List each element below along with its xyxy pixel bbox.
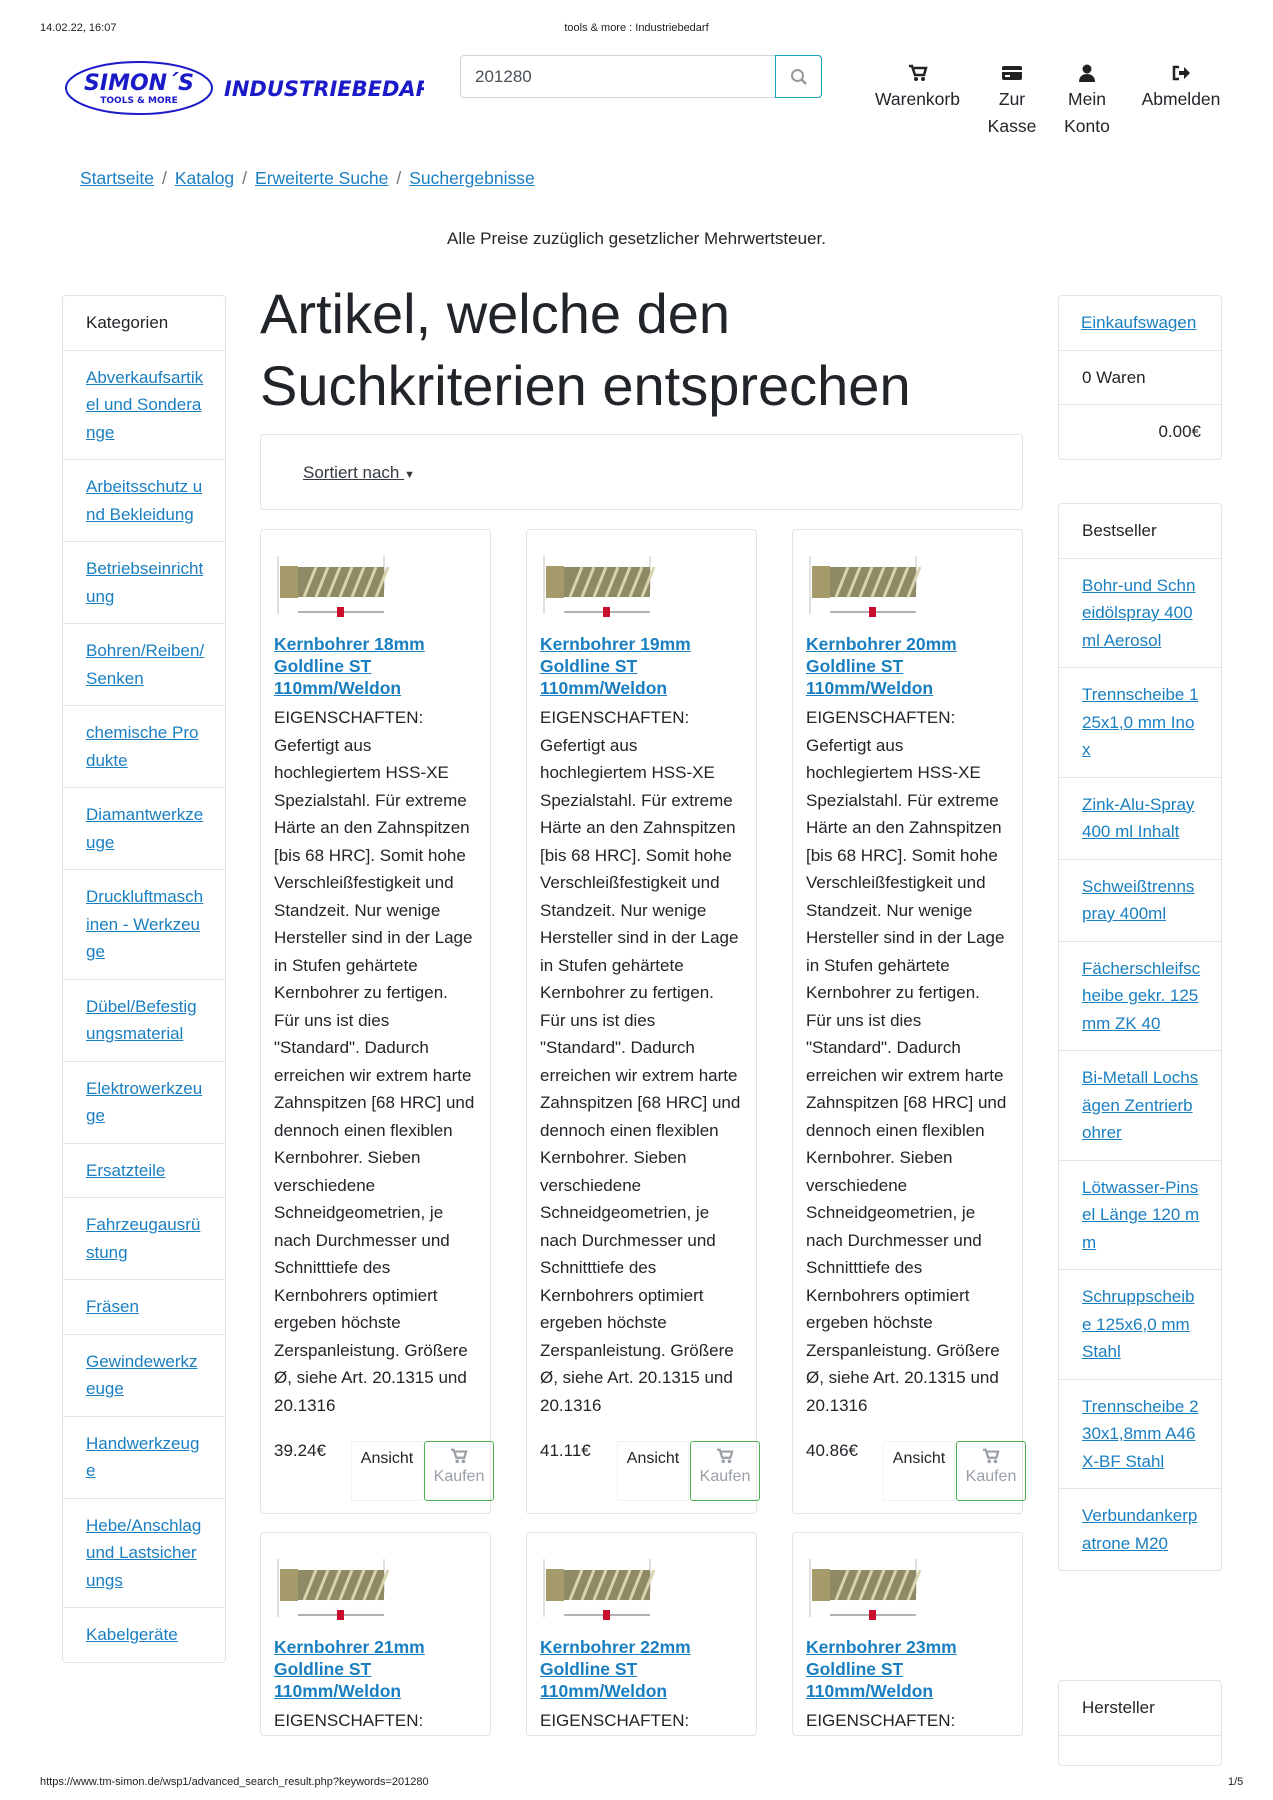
nav-cart[interactable]	[870, 64, 965, 113]
bestseller-item	[1059, 1488, 1221, 1570]
product-description: EIGENSCHAFTEN: Gefertigt aus hochlegiertem HSS-XE Spezialstahl. Für extreme Härte an den Zahnspitzen [bis 68 HRC]. Somit hohe Verschleißfestigkeit und Standzeit. Nur wenige Hersteller sind in der Lage in Stufen gehärtete Kernbohrer zu fertigen. Für uns ist dies "Standard". Dadurch erreichen wir extrem harte Zahnspitzen [68 HRC] und dennoch einen flexiblen Kernbohrer. Sieben verschiedene Schneidgeometrien, je nach Durchmesser und Schnitttiefe des Kernbohrers optimiert ergeben höchste Zerspanleistung. Größere Ø, siehe Art. 20.1315 und 20.1316	[806, 708, 1007, 1415]
product-image	[274, 554, 392, 620]
search-button[interactable]	[775, 55, 822, 98]
category-item	[63, 459, 225, 541]
nav-label: Warenkorb	[875, 89, 960, 109]
product-description-start: EIGENSCHAFTEN:	[806, 1711, 956, 1730]
buy-label: Kaufen	[965, 1468, 1017, 1485]
svg-text:SIMON´S: SIMON´S	[84, 71, 194, 96]
sort-dropdown[interactable]	[303, 463, 415, 483]
category-item	[63, 350, 225, 460]
category-item	[63, 1607, 225, 1662]
svg-text:TOOLS & MORE: TOOLS & MORE	[100, 96, 178, 106]
product-description-start: EIGENSCHAFTEN:	[540, 1711, 690, 1730]
cart-count: 0 Waren	[1059, 350, 1221, 405]
bestseller-link[interactable]: Fächerschleifscheibe gekr. 125mm ZK 40	[1082, 958, 1201, 1033]
breadcrumb-startseite[interactable]: Startseite	[80, 168, 154, 188]
category-link[interactable]: Kabelgeräte	[86, 1625, 178, 1644]
product-card	[792, 529, 1023, 1514]
nav-account[interactable]	[1057, 64, 1117, 140]
bestseller-link[interactable]: Bohr-und Schneidölspray 400 ml Aerosol	[1082, 575, 1196, 650]
category-link[interactable]: Betriebseinrichtung	[86, 559, 204, 606]
product-footer	[806, 1441, 1017, 1501]
nav-label: Abmelden	[1141, 89, 1221, 109]
sign-out-icon	[1171, 64, 1191, 82]
category-item	[63, 541, 225, 623]
category-link[interactable]: Hebe/Anschlag und Lastsicherungs	[86, 1515, 202, 1590]
category-item	[63, 1061, 225, 1143]
category-item	[63, 1279, 225, 1334]
print-page: 1/5	[1228, 1776, 1244, 1788]
bestseller-link[interactable]: Trennscheibe 230x1,8mm A46X-BF Stahl	[1082, 1396, 1199, 1471]
cart-icon	[982, 1448, 1000, 1464]
bestseller-title: Bestseller	[1082, 521, 1157, 540]
category-link[interactable]: Arbeitsschutz und Bekleidung	[86, 477, 203, 524]
bestseller-link[interactable]: Verbundankerpatrone M20	[1082, 1506, 1198, 1553]
product-title-link[interactable]: Kernbohrer 22mm Goldline ST 110mm/Weldon	[540, 1637, 691, 1701]
category-link[interactable]: Elektrowerkzeuge	[86, 1078, 203, 1125]
category-link[interactable]: Ersatzteile	[86, 1160, 166, 1180]
breadcrumb-separator: /	[242, 168, 248, 188]
buy-button[interactable]	[956, 1441, 1026, 1501]
print-url: https://www.tm-simon.de/wsp1/advanced_search_result.php?keywords=201280	[40, 1776, 429, 1788]
category-item	[63, 1197, 225, 1279]
bestseller-item	[1059, 1269, 1221, 1379]
product-image	[274, 1557, 392, 1623]
product-card	[526, 1532, 757, 1736]
product-image	[540, 1557, 658, 1623]
category-link[interactable]: Druckluftmaschinen - Werkzeuge	[86, 887, 204, 961]
category-link[interactable]: Dübel/Befestigungsmaterial	[86, 996, 197, 1043]
nav-logout[interactable]	[1131, 64, 1231, 113]
bestseller-link[interactable]: Bi-Metall Lochsägen Zentrierbohrer	[1082, 1068, 1199, 1142]
breadcrumb-suchergebnisse[interactable]: Suchergebnisse	[409, 168, 535, 188]
product-image	[540, 554, 658, 620]
category-item	[63, 1334, 225, 1416]
product-image	[806, 1557, 924, 1623]
caret-down-icon: ▼	[404, 469, 416, 481]
product-price: 39.24€	[274, 1441, 326, 1460]
manufacturer-title: Hersteller	[1059, 1681, 1221, 1736]
cart-icon	[908, 64, 928, 82]
svg-text:INDUSTRIEBEDARF: INDUSTRIEBEDARF	[224, 77, 424, 101]
cart-icon	[716, 1448, 734, 1464]
category-item	[63, 979, 225, 1061]
tax-notice: Alle Preise zuzüglich gesetzlicher Mehrwertsteuer.	[447, 229, 826, 248]
print-date: 14.02.22, 16:07	[40, 22, 117, 34]
product-card	[260, 1532, 491, 1736]
cart-link[interactable]: Einkaufswagen	[1081, 313, 1197, 332]
product-description-start: EIGENSCHAFTEN:	[274, 1711, 424, 1730]
view-button[interactable]: Ansicht	[351, 1441, 423, 1501]
product-footer	[540, 1441, 751, 1501]
nav-label: Mein	[1068, 89, 1106, 109]
bestseller-item	[1059, 1160, 1221, 1270]
product-title-link[interactable]: Kernbohrer 18mm Goldline ST 110mm/Weldon	[274, 634, 425, 698]
nav-label: Zur	[998, 89, 1026, 109]
manufacturer-panel	[1058, 1680, 1222, 1766]
category-link[interactable]: Gewindewerkzeuge	[86, 1351, 198, 1398]
buy-label: Kaufen	[433, 1468, 485, 1485]
category-link[interactable]: Handwerkzeuge	[86, 1433, 200, 1480]
bestseller-item	[1059, 859, 1221, 941]
credit-card-icon	[1001, 64, 1023, 82]
search-input[interactable]	[461, 56, 775, 97]
category-item	[63, 787, 225, 869]
bestseller-link[interactable]: Schweißtrennspray 400ml	[1082, 876, 1195, 923]
page-title: Artikel, welche den Suchkriterien entsprechen	[260, 282, 911, 417]
categories-title: Kategorien	[86, 313, 169, 332]
cart-icon	[450, 1448, 468, 1464]
category-link[interactable]: Fräsen	[86, 1297, 139, 1316]
search-icon	[790, 68, 808, 86]
cart-panel	[1058, 295, 1222, 460]
product-card	[260, 529, 491, 1514]
bestseller-item	[1059, 777, 1221, 859]
product-title-link[interactable]: Kernbohrer 23mm Goldline ST 110mm/Weldon	[806, 1637, 957, 1701]
product-image	[806, 554, 924, 620]
categories-panel	[62, 295, 226, 1663]
search-bar	[460, 55, 822, 98]
logo[interactable]	[64, 58, 424, 118]
category-item	[63, 623, 225, 705]
sort-bar	[260, 434, 1023, 510]
product-title-link[interactable]: Kernbohrer 21mm Goldline ST 110mm/Weldon	[274, 1637, 425, 1701]
category-link[interactable]: chemische Produkte	[86, 723, 199, 770]
category-link[interactable]: Bohren/Reiben/Senken	[86, 641, 205, 688]
sort-label: Sortiert nach	[303, 463, 400, 482]
buy-button[interactable]	[424, 1441, 494, 1501]
bestseller-item	[1059, 558, 1221, 668]
product-description: EIGENSCHAFTEN: Gefertigt aus hochlegiertem HSS-XE Spezialstahl. Für extreme Härte an den Zahnspitzen [bis 68 HRC]. Somit hohe Verschleißfestigkeit und Standzeit. Nur wenige Hersteller sind in der Lage in Stufen gehärtete Kernbohrer zu fertigen. Für uns ist dies "Standard". Dadurch erreichen wir extrem harte Zahnspitzen [68 HRC] und dennoch einen flexiblen Kernbohrer. Sieben verschiedene Schneidgeometrien, je nach Durchmesser und Schnitttiefe des Kernbohrers optimiert ergeben höchste Zerspanleistung. Größere Ø, siehe Art. 20.1315 und 20.1316	[540, 708, 741, 1415]
bestseller-link[interactable]: Zink-Alu-Spray 400 ml Inhalt	[1082, 794, 1195, 841]
category-item	[63, 1498, 225, 1608]
category-item	[63, 705, 225, 787]
breadcrumb-separator: /	[396, 168, 402, 188]
bestseller-link[interactable]: Trennscheibe 125x1,0 mm Inox	[1082, 685, 1199, 759]
product-description: EIGENSCHAFTEN: Gefertigt aus hochlegiertem HSS-XE Spezialstahl. Für extreme Härte an den Zahnspitzen [bis 68 HRC]. Somit hohe Verschleißfestigkeit und Standzeit. Nur wenige Hersteller sind in der Lage in Stufen gehärtete Kernbohrer zu fertigen. Für uns ist dies "Standard". Dadurch erreichen wir extrem harte Zahnspitzen [68 HRC] und dennoch einen flexiblen Kernbohrer. Sieben verschiedene Schneidgeometrien, je nach Durchmesser und Schnitttiefe des Kernbohrers optimiert ergeben höchste Zerspanleistung. Größere Ø, siehe Art. 20.1315 und 20.1316	[274, 708, 475, 1415]
breadcrumb-separator: /	[161, 168, 167, 188]
user-icon	[1078, 64, 1096, 82]
category-link[interactable]: Diamantwerkzeuge	[86, 805, 204, 852]
breadcrumb-katalog[interactable]: Katalog	[174, 168, 235, 188]
product-price: 40.86€	[806, 1441, 858, 1460]
product-title-link[interactable]: Kernbohrer 19mm Goldline ST 110mm/Weldon	[540, 634, 691, 698]
nav-label: Kasse	[987, 116, 1037, 136]
nav-label: Konto	[1064, 116, 1110, 136]
breadcrumb	[80, 168, 535, 189]
product-title-link[interactable]: Kernbohrer 20mm Goldline ST 110mm/Weldon	[806, 634, 957, 698]
buy-label: Kaufen	[699, 1468, 751, 1485]
bestseller-item	[1059, 1050, 1221, 1160]
category-item	[63, 1143, 225, 1198]
product-price: 41.11€	[540, 1441, 591, 1460]
view-button[interactable]: Ansicht	[883, 1441, 955, 1501]
breadcrumb-erweiterte-suche[interactable]: Erweiterte Suche	[255, 168, 389, 188]
nav-checkout[interactable]	[982, 64, 1042, 140]
buy-button[interactable]	[690, 1441, 760, 1501]
bestseller-link[interactable]: Lötwasser-Pinsel Länge 120 mm	[1082, 1177, 1200, 1252]
category-item	[63, 869, 225, 979]
product-grid	[260, 529, 1023, 1736]
cart-total: 0.00€	[1059, 404, 1221, 459]
category-link[interactable]: Abverkaufsartikel und Sonderange	[86, 367, 204, 442]
bestseller-item	[1059, 667, 1221, 777]
bestseller-item	[1059, 941, 1221, 1051]
category-item	[63, 1416, 225, 1498]
view-button[interactable]: Ansicht	[617, 1441, 689, 1501]
print-title: tools & more : Industriebedarf	[564, 22, 709, 34]
product-card	[526, 529, 757, 1514]
bestseller-panel	[1058, 503, 1222, 1571]
category-link[interactable]: Fahrzeugausrüstung	[86, 1215, 201, 1262]
product-footer	[274, 1441, 485, 1501]
bestseller-item	[1059, 1379, 1221, 1489]
product-card	[792, 1532, 1023, 1736]
bestseller-link[interactable]: Schruppscheibe 125x6,0 mm Stahl	[1082, 1287, 1195, 1361]
logo-image	[64, 58, 424, 118]
